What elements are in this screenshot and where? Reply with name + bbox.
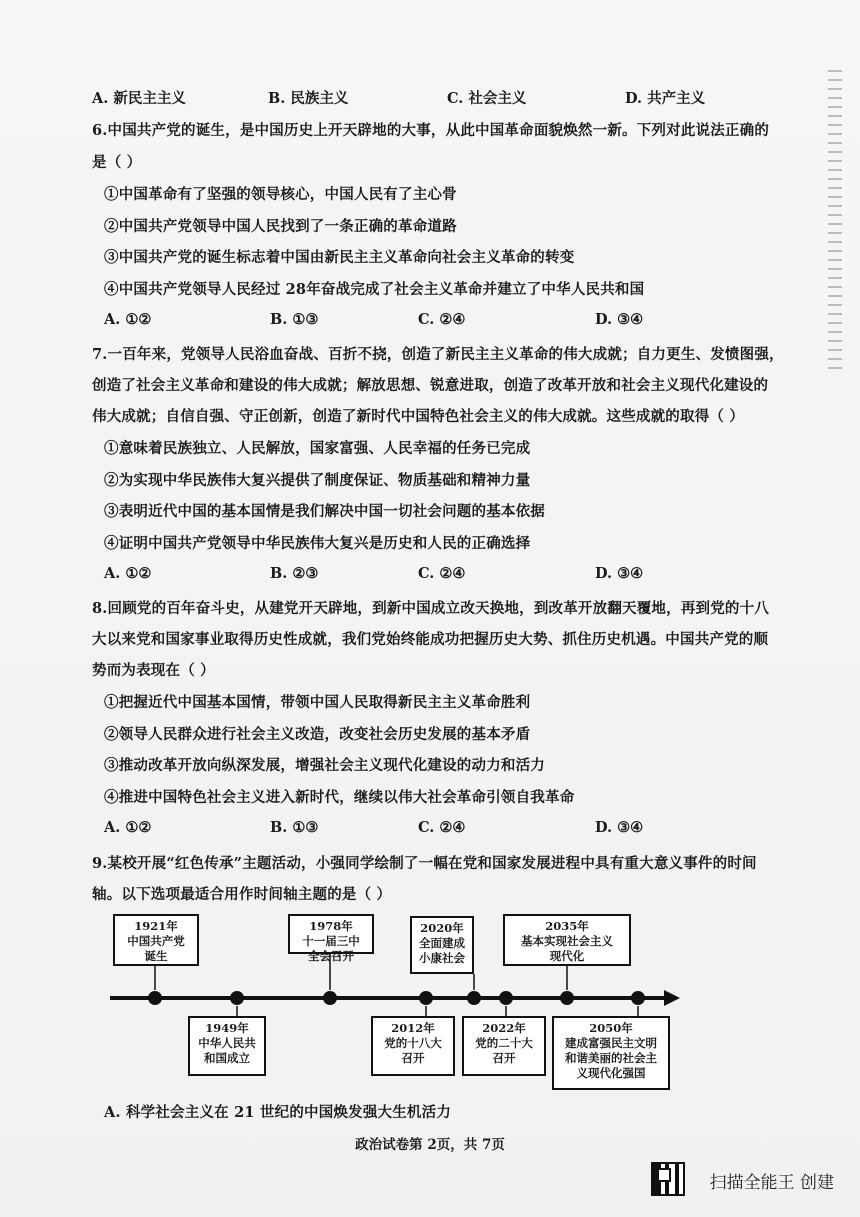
q8-option-a: A. ①② bbox=[104, 819, 152, 836]
event-text: 和谐美丽的社会主 bbox=[565, 1051, 657, 1065]
event-text: 建成富强民主文明 bbox=[565, 1036, 657, 1050]
q8-stem-line2: 大以来党和国家事业取得历史性成就，我们党始终能成功把握历史大势、抓住历史机遇。中国共产党的顺 bbox=[92, 631, 769, 648]
event-text: 义现代化强国 bbox=[576, 1066, 646, 1080]
dot-1921 bbox=[148, 991, 162, 1005]
q8-option-c: C. ②④ bbox=[418, 819, 466, 836]
event-text: 诞生 bbox=[144, 949, 168, 963]
event-box-2035 bbox=[503, 914, 631, 966]
q7-option-a: A. ①② bbox=[104, 565, 152, 582]
q6-option-c: C. ②④ bbox=[418, 311, 466, 328]
q7-stem-line3: 伟大成就；自信自强、守正创新，创造了新时代中国特色社会主义的伟大成就。这些成就的取得（ ） bbox=[92, 408, 745, 425]
q6-item-3: ③中国共产党的诞生标志着中国由新民主主义革命向社会主义革命的转变 bbox=[104, 249, 575, 266]
scanner-watermark: 扫描全能王 创建 bbox=[709, 1173, 834, 1193]
event-year: 1978年 bbox=[309, 919, 353, 933]
q7-item-2: ②为实现中华民族伟大复兴提供了制度保证、物质基础和精神力量 bbox=[104, 472, 531, 489]
event-text: 召开 bbox=[492, 1051, 516, 1065]
event-year: 2012年 bbox=[391, 1021, 435, 1035]
q8-item-2: ②领导人民群众进行社会主义改造，改变社会历史发展的基本矛盾 bbox=[104, 726, 531, 743]
q6-stem-line2: 是（ ） bbox=[92, 154, 142, 171]
event-year: 1949年 bbox=[205, 1021, 249, 1035]
q8-stem-line3: 势而为表现在（ ） bbox=[92, 662, 215, 679]
event-year: 1921年 bbox=[134, 919, 178, 933]
event-text: 中华人民共 bbox=[198, 1036, 256, 1050]
qr-code-icon bbox=[651, 1162, 685, 1196]
q5-option-b: B. 民族主义 bbox=[268, 90, 349, 107]
dot-2020 bbox=[467, 991, 481, 1005]
q8-item-4: ④推进中国特色社会主义进入新时代，继续以伟大社会革命引领自我革命 bbox=[104, 789, 575, 806]
event-text: 和国成立 bbox=[204, 1051, 250, 1065]
dot-1978 bbox=[323, 991, 337, 1005]
event-text: 基本实现社会主义 bbox=[521, 934, 613, 948]
event-year: 2022年 bbox=[482, 1021, 526, 1035]
q6-option-b: B. ①③ bbox=[270, 311, 319, 328]
dot-2035 bbox=[560, 991, 574, 1005]
q9-stem-line2: 轴。以下选项最适合用作时间轴主题的是（ ） bbox=[92, 886, 392, 903]
event-box-1978 bbox=[288, 914, 374, 963]
q7-item-3: ③表明近代中国的基本国情是我们解决中国一切社会问题的基本依据 bbox=[104, 503, 545, 520]
q7-option-b: B. ②③ bbox=[270, 565, 319, 582]
q5-option-c: C. 社会主义 bbox=[447, 90, 527, 107]
q7-stem-line1: 7.一百年来，党领导人民浴血奋战、百折不挠，创造了新民主主义革命的伟大成就；自力更生、发愤图强， bbox=[92, 346, 784, 363]
q7-option-d: D. ③④ bbox=[595, 565, 644, 582]
dot-2022 bbox=[499, 991, 513, 1005]
event-box-2050 bbox=[552, 1016, 670, 1090]
q6-option-d: D. ③④ bbox=[595, 311, 644, 328]
event-year: 2050年 bbox=[589, 1021, 633, 1035]
event-year: 2035年 bbox=[545, 919, 589, 933]
q7-item-1: ①意味着民族独立、人民解放，国家富强、人民幸福的任务已完成 bbox=[104, 440, 531, 457]
timeline-arrowhead bbox=[664, 990, 680, 1006]
event-year: 2020年 bbox=[420, 921, 464, 935]
event-text: 全会召开 bbox=[308, 949, 354, 963]
q6-item-1: ①中国革命有了坚强的领导核心，中国人民有了主心骨 bbox=[104, 186, 457, 203]
event-box-2020 bbox=[410, 916, 474, 974]
q6-item-2: ②中国共产党领导中国人民找到了一条正确的革命道路 bbox=[104, 218, 457, 235]
q6-item-4: ④中国共产党领导人民经过 28年奋战完成了社会主义革命并建立了中华人民共和国 bbox=[104, 281, 645, 298]
page-footer: 政治试卷第 2页，共 7页 bbox=[355, 1137, 505, 1153]
q8-item-3: ③推动改革开放向纵深发展，增强社会主义现代化建设的动力和活力 bbox=[104, 757, 545, 774]
event-text: 党的二十大 bbox=[475, 1036, 533, 1050]
event-box-1949 bbox=[188, 1016, 266, 1076]
event-text: 党的十八大 bbox=[384, 1036, 442, 1050]
q7-option-c: C. ②④ bbox=[418, 565, 466, 582]
q7-stem-line2: 创造了社会主义革命和建设的伟大成就；解放思想、锐意进取，创造了改革开放和社会主义现代化建设的 bbox=[92, 377, 769, 394]
dot-1949 bbox=[230, 991, 244, 1005]
event-text: 小康社会 bbox=[419, 951, 465, 965]
event-box-1921 bbox=[113, 914, 199, 966]
q6-option-a: A. ①② bbox=[104, 311, 152, 328]
event-text: 十一届三中 bbox=[302, 934, 360, 948]
q8-stem-line1: 8.回顾党的百年奋斗史，从建党开天辟地，到新中国成立改天换地，到改革开放翻天覆地，再到党的十八 bbox=[92, 600, 770, 617]
event-box-2012 bbox=[371, 1016, 455, 1076]
q8-item-1: ①把握近代中国基本国情，带领中国人民取得新民主主义革命胜利 bbox=[104, 694, 531, 711]
q8-option-b: B. ①③ bbox=[270, 819, 319, 836]
event-text: 召开 bbox=[401, 1051, 425, 1065]
event-text: 中国共产党 bbox=[127, 934, 185, 948]
q9-stem-line1: 9.某校开展“红色传承”主题活动，小强同学绘制了一幅在党和国家发展进程中具有重大意义事件的时间 bbox=[92, 855, 757, 872]
event-text: 现代化 bbox=[549, 949, 585, 963]
event-box-2022 bbox=[462, 1016, 546, 1076]
q7-item-4: ④证明中国共产党领导中华民族伟大复兴是历史和人民的正确选择 bbox=[104, 535, 531, 552]
q6-stem-line1: 6.中国共产党的诞生，是中国历史上开天辟地的大事，从此中国革命面貌焕然一新。下列对此说法正确的 bbox=[92, 122, 770, 139]
q9-option-a: A. 科学社会主义在 21 世纪的中国焕发强大生机活力 bbox=[104, 1104, 452, 1121]
dot-2012 bbox=[419, 991, 433, 1005]
dot-2050 bbox=[631, 991, 645, 1005]
q5-option-d: D. 共产主义 bbox=[625, 90, 706, 107]
q8-option-d: D. ③④ bbox=[595, 819, 644, 836]
q5-option-a: A. 新民主主义 bbox=[92, 90, 186, 107]
event-text: 全面建成 bbox=[419, 936, 465, 950]
